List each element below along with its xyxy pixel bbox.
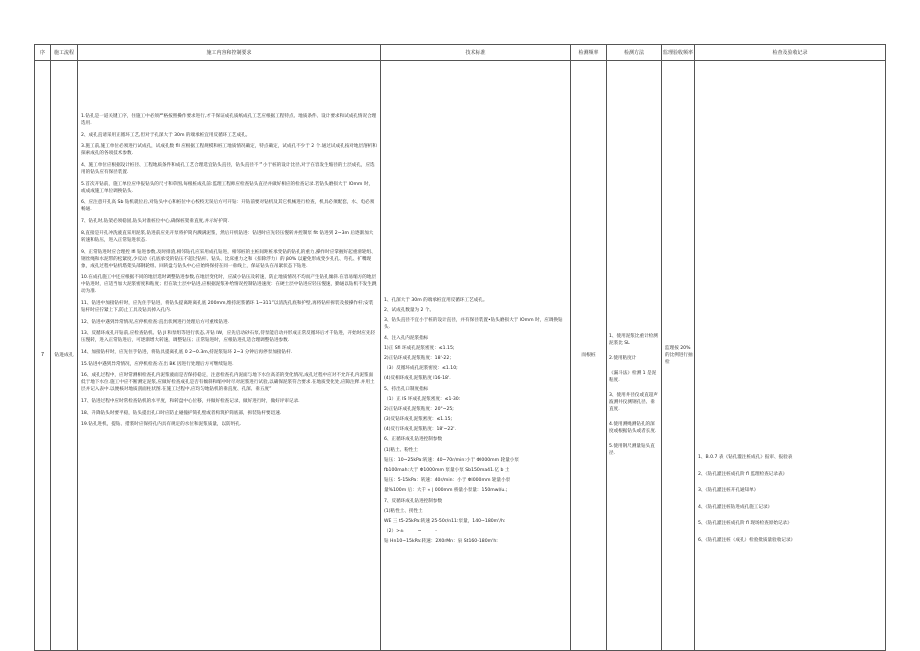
header-content: 施工内容和控制要求 [78,45,381,61]
standard-item: (1)粘土、粉性土 [384,447,419,453]
steps-list [81,113,377,428]
standard-item: (4)反行环成孔泥浆粘度：18'~22'. [384,427,456,433]
method-item: 5.使用钢尺测量钻头直径. [609,444,655,456]
standard-item: 3、钻头直径不宜小于桩的设计直径，并有保径装置•钻头磨损大于 lOmm 时，应调换钻头. [384,318,563,331]
standard-item: 量%100m 后：大千 « | 000mm 桥量小泵量：150mwl/u.; [384,488,508,494]
standard-item: 5、持出孔口制度指标 [384,386,429,392]
supervision-cell: 监理按 20%的比例进行抽检 [662,61,695,651]
standards-list [384,297,568,545]
standard-item: 1)正 Sfi 环成孔泥浆密度：≤1.15; [384,345,455,351]
control-step: 19.钻孔进机，提钻、措浆时应保持孔内具有规定的水位和泥浆质量，以防坍孔. [81,422,242,428]
control-step: 6、应注意开孔高 Sb 钻机就位后,对钻头中心和桩位中心校校无误后方可开钻：开钻前要对钻机及其它机械进行检查，机具必须配套，水、电必须畅通. [81,200,375,213]
construction-control-table [34,44,886,651]
method-item: 1、使用泥浆比重计检测泥浆比 SL [609,334,658,346]
standard-item: 1、孔深大于 30m 的端承桩宜用反循环工艺成孔。 [384,298,488,303]
control-step: 2、成孔直请采用正循环工艺,但对于孔深大于 30m 的端承桩宜用反循环工艺成孔。 [81,132,251,138]
control-step: 17、钻进过程中应时常检查钻机的水平度，和转盘中心位移，并做好检查记录，做好进行时，做好评审记录. [81,399,300,404]
control-step: 14、加接钻杆时，应先住手钻进，将钻具提离孔底 0 2~0.3m,持泥浆钻环 2~3 分钟后再停泵加接钻杆. [81,349,293,355]
control-step: 4、施工单位应根据设计桩径、工程地质条件和成孔工艺合理选宜钻头直径，钻头直径不ᄏ小于桩的设计比径,对于在容发生缩径的土层成孔，应选用的钻头应有保径装置. [81,163,375,176]
records-list [698,454,882,544]
standard-item: 2)正钻环成孔泥浆粘度：20"~25; [384,406,454,412]
record-item: 6、《钻孔灌注桩（成孔）检验批质量验收记录》 [698,537,796,543]
record-item: 5、《钻孔灌注桩成孔阶 fl 现场检查原始记录》 [698,521,792,526]
control-step: 18、升降钻头时要平稳，钻头提出孔口时应防止碰撞护筒孔壁或者构筑护筒底部，拆装钻杆要迅速. [81,410,282,416]
frequency-cell: 而根桩 [571,61,607,651]
standard-item: （2）>± ~ - [384,529,437,535]
standard-item: (1)粘性土、拐性土 [384,508,423,514]
record-item: 4、《钻孔灌注桩钻进成孔施工记录》 [698,504,773,510]
control-step: 5.首次开钻前，施工单位应申报钻头的尺寸和草图,每根桩成孔前:监理工程师应检查钻头直径并做好相应的检查记录.若钻头磨损大于 lOmm 时，或成成施工单位调换钻头. [81,181,374,194]
standard-item: 6、正循环成孔钻进控制参数 [384,437,443,443]
process-cell: 钻进成孔 [51,61,78,651]
control-step: 10.在成孔施工中还应根据不同的地层选时调整钻进参数,在地层变化时，应减小钻压及转速，防止地质情况不均而产生钻孔倾斜.在容易缩方的地层中钻进时，应适当加大泥浆密度和粘度；但在软土层中钻进,应根据泥浆补给情况控制钻进速度：在硬土层中钻进应轻压慢速，勤通以钻机不发生跳动为准. [81,275,377,295]
standard-item: WE 三 t5-25kPa:转速 25-50r/n11:泵量，140~180m'/h: [384,518,506,524]
methods-cell [607,61,662,651]
control-step: 3.施工前,施工单位必须进行试成孔，试成孔数 fll 应根据工程规模和桩工地质情况确定，特点确定，试成孔不少于 2 个.通过试成孔按对地层溶析和探索成孔的各项技术参数. [81,144,377,157]
header-standard: 技术标准 [381,45,571,61]
record-item: 3、《钻孔灌注桩开孔通知单》 [698,488,759,493]
header-row [35,45,886,61]
control-step: 11、钻进中加接钻杆时，应先住手钻进，将钻头提离距离孔底 200mm,维持泥浆循环 1~311”以清洗孔底和护壁,再将钻杆拆装及接操作杆;安装钻杆时应拧紧上下,防止工具及钻具掉入孔内. [81,300,374,313]
records-cell [695,61,886,651]
header-process: 施工流程 [51,45,78,61]
standard-item: 钻 Hn10~15kPa:转速：2X0rMn：泉 St160-180m'h: [384,539,498,545]
standard-item: (4)反相环成孔泥浆粘度 l16-18'. [384,376,451,382]
record-item: 1、B.0.7 表《钻孔灌注桩成孔》报审、报验表 [698,455,793,460]
method-item: 《漏斗法》检测 1 是泥粘度. [609,371,657,383]
standard-item: 钻压：10~25kPa:转速：40~70r/min:小于 Φl000mm 轮量小泵 [384,457,519,463]
control-step: 13、反循环成孔开钻前,应检查钻机、钻 Jl 和泵组等进行状态,开钻 lW，应先启动砂石泵,待泵能启动并形成正常反循环后才千钻进，开始时应先轻压慢转，进入正常钻进后，可逐渐增大转速，调整钻压；正常钻进时，应根钻进孔适合理调整钻进参数. [81,331,376,344]
header-frequency: 检测频率 [571,45,607,61]
control-step: 9、正常钻进时应合理控 Ifi 钻进参数,及时排渣,相邻钻孔应采用成孔钻进，相邻桩的主桩间距桩承变钻的钻孔的重力,操作时应掌握好起重滑轮组、钢丝绳和水泥带的松紧度,少反动《孔底承受的钻压不超过钻杆、钻头、比床重力之和《扣除浮力）的 β0% 以避免形成变少孔孔、弯孔、扩嘴现象，成孔过程中钻机塔架头部钢轮组、回转盘与钻头中心应始终保持在同一垂线上，保证钻头在吊紧状态下钻进. [81,249,376,269]
method-item: 3、使用井径仪或直超声波测井仪测钢孔径、垂直度. [609,393,658,412]
standard-item: fb100mah:大于 Φ1000mm 泵量小泵 Sb150ma41.亿 b 土 [384,468,510,473]
header-method: 检测方法 [607,45,662,61]
standards-cell [381,61,571,651]
steps-cell [78,61,381,651]
control-step: 12、钻进中遇到异常情况,应停机检查:直出状网进行处理后方可重续钻进. [81,319,230,325]
body-row [35,61,886,651]
standard-item: （1）正 IS 坏成孔泥浆密度：≤1·30: [384,396,461,402]
record-item: 2、《钻孔灌注桩成孔阶 fl 监理检查记录表》 [698,471,788,477]
methods-list [609,333,659,457]
standard-item: 2、试成孔数量为 2 个。 [384,308,435,314]
standard-item: (3)反钻环成孔泥浆密度：≤1.15; [384,417,453,423]
control-step: 1.钻孔是一道关键工序，住施工中必须严格按照操作要求进行,才千保证成孔质纸成孔工艺应根据工程特点、地质条件、设计要求和试成孔情况合理选用. [81,114,377,126]
control-step: 16、成孔过程中，应时常测相检查孔内泥浆液面是否保持稳定，注意检查孔内泥面与地下水位高差的变化情况,成孔过程中应对不允许孔内泥浆面低于地下水位.施工中应不断测定泥浆,应做好检查成孔是否有倾斜和缩中时尽对泥浆进行试验,以确保泥浆符合要求.在地质变化处,应隙注释.并用土层并记入表中.以便核对地质剖面柱状图.在施工过程中,应均匀地钻机的垂直度、孔深、垂五度” [81,373,375,393]
method-item: 2.使用粘度计 [609,356,637,361]
header-seq: 序 [35,45,51,61]
control-step: 8,直接是开孔冲洗液直采用泥浆,钻进前应先开泵将护筒内溅满泥浆，然后开机钻进：钻进时应先轻压慢转并控制泵 fit 钻进到 2~3m 后逐渐加大转速和钻压，进入正常钻进状态. [81,230,374,243]
control-step: 15.钻进中遇到异常情况，应停机检查:在出 BK 因进行处理后方可继续钻进. [81,361,234,367]
standard-item: 2)正钻环成孔泥浆粘度：18'-22； [384,355,454,361]
standard-item: 钻压：5-15kPa：转速：40r/min：小于 Φl000mm 轮量小泵 [384,478,511,484]
header-supervision: 监理验收频率 [662,45,695,61]
seq-cell: 7 [35,61,51,651]
method-item: 4.使用测绳测钻孔的深度或根据钻头或者长度. [609,422,657,434]
header-record: 检查及验收记录 [695,45,886,61]
standard-item: 4、注入孔内泥浆指标 [384,335,429,341]
standard-item: （3）反循环成孔泥浆密度：≤1.10; [384,366,458,372]
control-step: 7、钻孔时,钻架必须稳固,钻头对准桩位中心,确保桩架垂直度,并示好护筒. [81,219,230,225]
standard-item: 7、反循环成孔钻进控制参数 [384,498,443,504]
